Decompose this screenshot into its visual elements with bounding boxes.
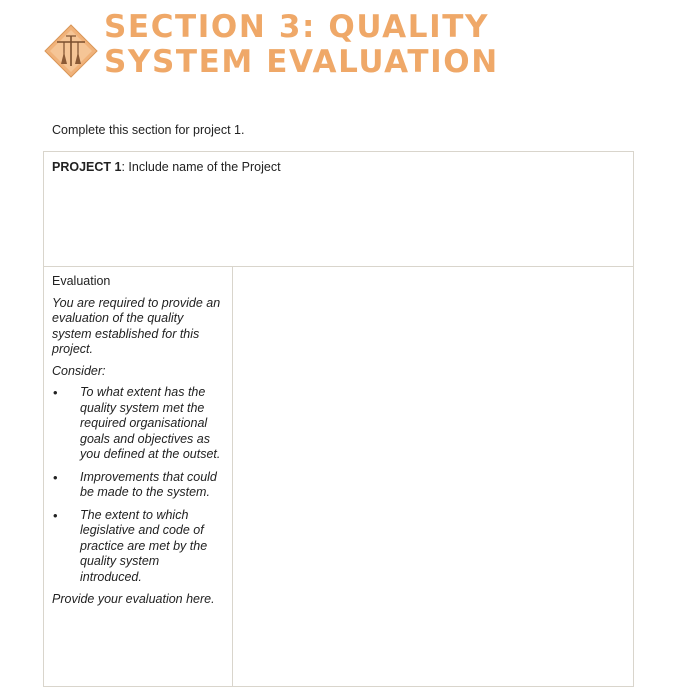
project-heading xyxy=(52,160,281,174)
consider-label: Consider: xyxy=(52,363,106,378)
bullet-icon: • xyxy=(53,507,58,523)
page-title-line-2: SYSTEM EVALUATION xyxy=(104,44,499,80)
bullet-icon: • xyxy=(53,385,58,400)
consider-list xyxy=(52,385,224,585)
closing-instruction: Provide your evaluation here. xyxy=(52,592,215,606)
project-label: PROJECT 1 xyxy=(52,160,122,174)
page-title xyxy=(104,10,499,80)
list-item: • Improvements that could be made to the system. xyxy=(53,469,217,499)
construction-crane-diamond-icon xyxy=(44,24,98,78)
list-item: • To what extent has the quality system met the required organisational goals and objectives as you defined at the outset. xyxy=(53,385,221,461)
logo xyxy=(44,24,98,78)
evaluation-heading: Evaluation xyxy=(52,274,111,288)
project-name-cell[interactable] xyxy=(44,152,633,267)
project-instruction: : Include name of the Project xyxy=(121,160,281,174)
list-item: • The extent to which legislative and code of practice are met by the quality system introduced. xyxy=(53,507,208,584)
evaluation-table xyxy=(43,151,634,687)
evaluation-instructions-cell xyxy=(44,266,233,686)
page-title-line-1: SECTION 3: QUALITY xyxy=(104,9,490,45)
evaluation-description: You are required to provide an evaluation of the quality system established for this project. xyxy=(52,295,221,356)
intro-text: Complete this section for project 1. xyxy=(52,123,245,137)
bullet-icon: • xyxy=(53,469,58,485)
evaluation-response-cell[interactable] xyxy=(233,266,633,686)
